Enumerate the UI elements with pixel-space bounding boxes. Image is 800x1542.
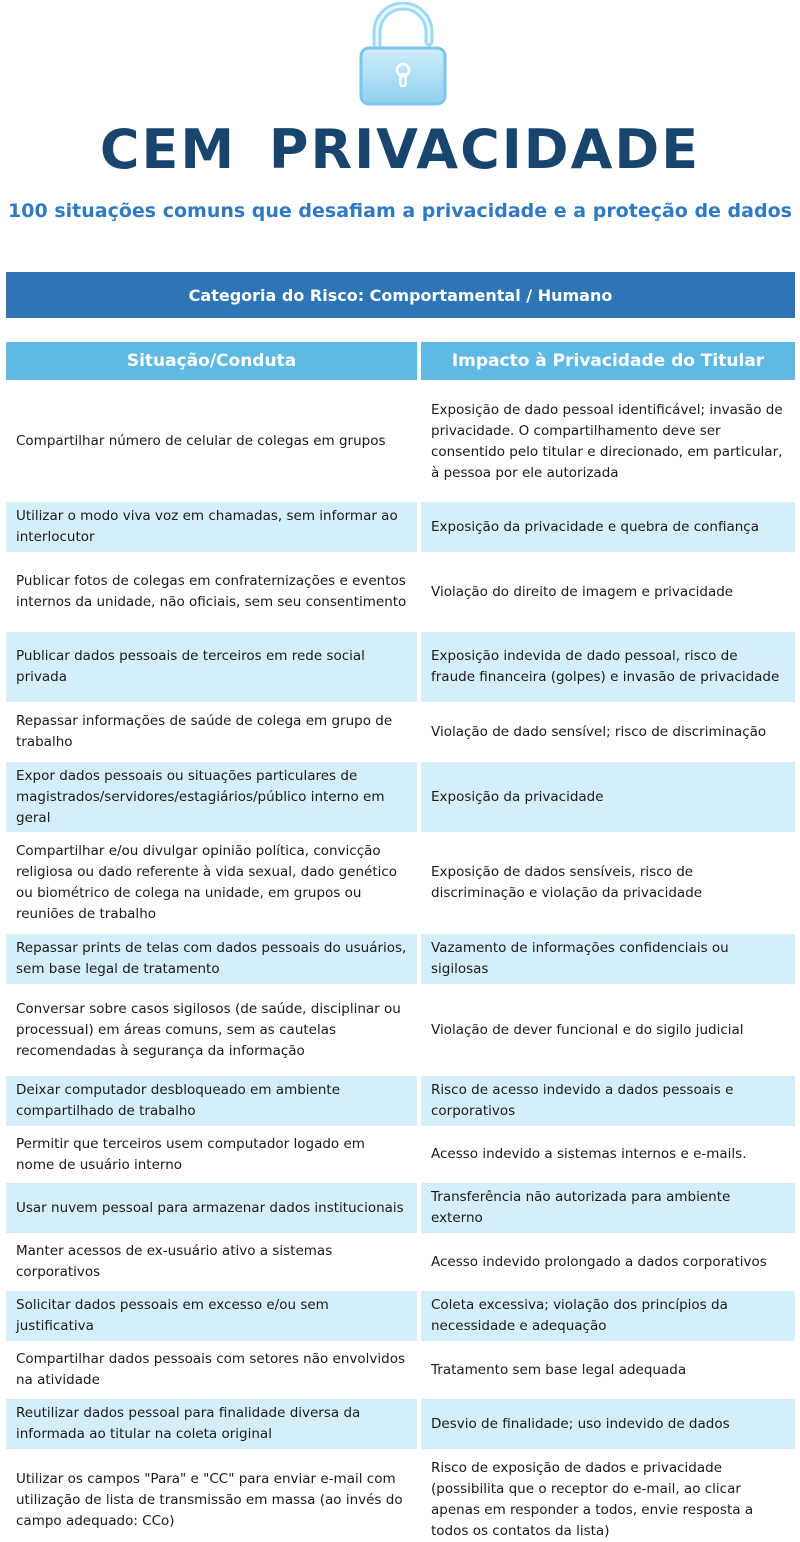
situation-cell: Conversar sobre casos sigilosos (de saúde, disciplinar ou processual) em áreas comuns, sem as cautelas recomendadas à segurança da informação bbox=[16, 1000, 401, 1059]
situation-cell: Utilizar o modo viva voz em chamadas, sem informar ao interlocutor bbox=[6, 502, 417, 552]
impact-cell: Exposição de dado pessoal identificável; invasão de privacidade. O compartilhamento deve ser consentido pelo titular e direcionado, em particular, à pessoa por ele autorizada bbox=[431, 401, 783, 481]
page-title: CEM PRIVACIDADE bbox=[99, 118, 701, 181]
impact-cell: Violação de dever funcional e do sigilo judicial bbox=[431, 1021, 744, 1038]
impact-cell: Exposição da privacidade bbox=[421, 762, 795, 832]
situation-cell: Compartilhar dados pessoais com setores não envolvidos na atividade bbox=[16, 1351, 405, 1388]
column-header-impact: Impacto à Privacidade do Titular bbox=[421, 342, 795, 380]
situation-cell: Publicar dados pessoais de terceiros em rede social privada bbox=[6, 632, 417, 702]
table-row bbox=[6, 762, 795, 832]
impact-cell: Tratamento sem base legal adequada bbox=[431, 1361, 687, 1378]
impact-cell: Risco de acesso indevido a dados pessoais e corporativos bbox=[421, 1076, 795, 1126]
impact-cell: Violação de dado sensível; risco de discriminação bbox=[431, 723, 767, 740]
impact-cell: Acesso indevido prolongado a dados corporativos bbox=[431, 1253, 767, 1270]
situation-cell: Compartilhar e/ou divulgar opinião política, convicção religiosa ou dado referente à vida sexual, dado genético ou biométrico de colega na unidade, em grupos ou reuniões de trabalho bbox=[16, 843, 398, 922]
table-row bbox=[6, 1291, 795, 1341]
table-row bbox=[6, 632, 795, 702]
situation-cell: Publicar fotos de colegas em confraternizações e eventos internos da unidade, não oficiais, sem seu consentimento bbox=[16, 573, 407, 610]
impact-cell: Exposição indevida de dado pessoal, risco de fraude financeira (golpes) e invasão de privacidade bbox=[421, 632, 795, 702]
situation-cell: Usar nuvem pessoal para armazenar dados institucionais bbox=[6, 1183, 417, 1233]
impact-cell: Risco de exposição de dados e privacidade (possibilita que o receptor do e-mail, ao clicar apenas em responder a todos, envie resposta a todos os contatos da lista) bbox=[431, 1460, 754, 1539]
impact-cell: Exposição da privacidade e quebra de confiança bbox=[421, 502, 795, 552]
situation-cell: Deixar computador desbloqueado em ambiente compartilhado de trabalho bbox=[6, 1076, 417, 1126]
impact-cell: Desvio de finalidade; uso indevido de dados bbox=[421, 1399, 795, 1449]
table-row bbox=[6, 705, 795, 759]
padlock-icon bbox=[355, 2, 451, 108]
table-row bbox=[6, 1076, 795, 1126]
category-header: Categoria do Risco: Comportamental / Humano bbox=[6, 272, 795, 318]
situation-cell: Solicitar dados pessoais em excesso e/ou sem justificativa bbox=[6, 1291, 417, 1341]
logo bbox=[0, 0, 800, 110]
table-row bbox=[6, 1183, 795, 1233]
impact-cell: Acesso indevido a sistemas internos e e-mails. bbox=[431, 1146, 747, 1162]
table-row bbox=[6, 555, 795, 629]
situation-cell: Permitir que terceiros usem computador logado em nome de usuário interno bbox=[16, 1135, 365, 1173]
impact-cell: Exposição de dados sensíveis, risco de discriminação e violação da privacidade bbox=[431, 864, 703, 901]
impact-cell: Vazamento de informações confidenciais ou sigilosas bbox=[421, 934, 795, 984]
table-row bbox=[6, 502, 795, 552]
table-row bbox=[6, 1344, 795, 1396]
situation-cell: Compartilhar número de celular de colegas em grupos bbox=[16, 433, 386, 449]
situation-cell: Reutilizar dados pessoal para finalidade diversa da informada ao titular na coleta original bbox=[6, 1399, 417, 1449]
situation-cell: Expor dados pessoais ou situações particulares de magistrados/servidores/estagiários/público interno em geral bbox=[6, 762, 417, 832]
situation-cell: Manter acessos de ex-usuário ativo a sistemas corporativos bbox=[16, 1243, 333, 1280]
table-row bbox=[6, 1399, 795, 1449]
column-header-situation: Situação/Conduta bbox=[6, 342, 417, 380]
table-row bbox=[6, 1236, 795, 1288]
table-row bbox=[6, 1129, 795, 1180]
situation-cell: Repassar informações de saúde de colega em grupo de trabalho bbox=[16, 713, 393, 750]
impact-cell: Coleta excessiva; violação dos princípios da necessidade e adequação bbox=[421, 1291, 795, 1341]
impact-cell: Transferência não autorizada para ambiente externo bbox=[421, 1183, 795, 1233]
risk-table bbox=[6, 384, 795, 1542]
table-row bbox=[6, 987, 795, 1073]
table-row bbox=[6, 835, 795, 931]
table-row bbox=[6, 384, 795, 499]
page-subtitle: 100 situações comuns que desafiam a privacidade e a proteção de dados bbox=[8, 200, 792, 222]
impact-cell: Violação do direito de imagem e privacidade bbox=[431, 583, 734, 600]
situation-cell: Utilizar os campos "Para" e "CC" para enviar e-mail com utilização de lista de transmissão em massa (ao invés do campo adequado: CCo) bbox=[16, 1470, 403, 1529]
table-row bbox=[6, 934, 795, 984]
situation-cell: Repassar prints de telas com dados pessoais do usuários, sem base legal de tratamento bbox=[6, 934, 417, 984]
table-row bbox=[6, 1452, 795, 1542]
